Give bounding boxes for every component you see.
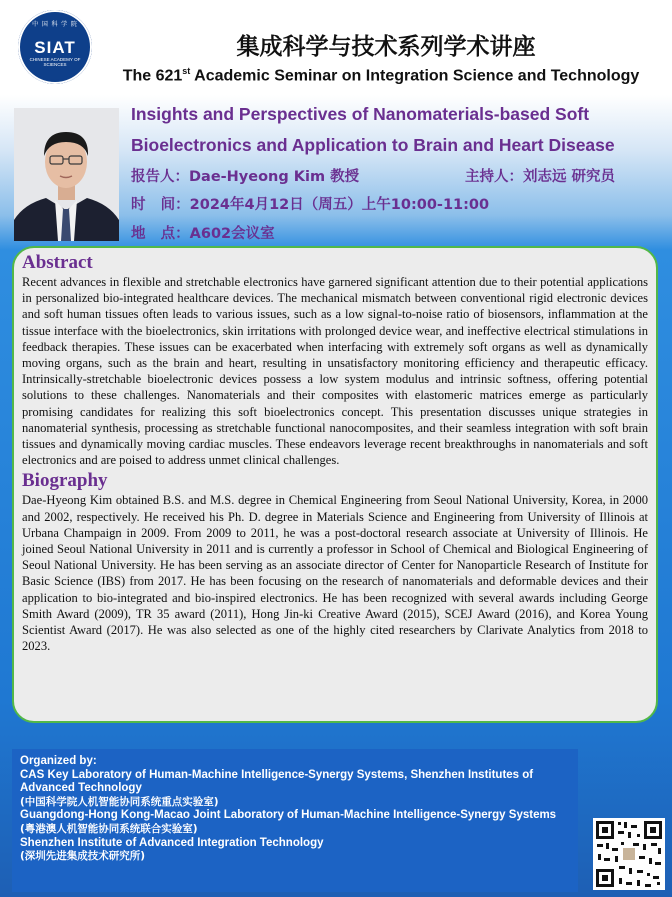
page-title-en (100, 66, 662, 85)
organizer-1: CAS Key Laboratory of Human-Machine Intelligence-Synergy Systems, Shenzhen Institutes of Advanced Technology (20, 768, 534, 795)
abstract-text: Recent advances in flexible and stretchable electronics have garnered significant attention due to their potential applications in personalized bio-integrated healthcare devices. The mechanical mismatch between conventional rigid electronic devices and soft human tissues often leads to various issues, such as a low signal-to-noise ratio of biosensors, inflammation at the tissue interface with the bioelectronics, skin irritations with prolonged device wear, and ineffective electrical stimulations in feedback therapies. These issues can be exacerbated when interfacing with extremely soft organs as well as dynamically moving organs, such as the brain and heart, resulting in unsatisfactory monitoring efficiency and therapeutic efficacy. Intrinsically-stretchable bioelectronic devices possess a low system modulus and intrinsic softness, offering potential solutions to these challenges. Nanomaterials and their composites with elastomeric matrices emerge as particularly promising candidates for realizing this soft bioelectronics concept. This presentation discusses unique strategies in nanomaterial synthesis, processing as stretchable functional nanocomposites, and their seamless integration with soft brain tissues and dynamically moving cardiac muscles. These endeavors leverage recent breakthroughs in nanomaterials and soft electronics and are poised to address unmet clinical challenges. (22, 275, 648, 468)
talk-title-line1: Insights and Perspectives of Nanomaterials-based Soft (131, 104, 590, 124)
abstract-heading: Abstract (22, 252, 93, 273)
page-title-cn: 集成科学与技术系列学术讲座 (236, 34, 536, 60)
content-card (12, 246, 658, 723)
place-info: 地 点：A602会议室 (131, 226, 275, 242)
organizers-heading: Organized by: (20, 755, 97, 767)
title-en-sup: st (182, 66, 191, 76)
organizer-1-cn: (中国科学院人机智能协同系统重点实验室) (20, 795, 219, 808)
host-info: 主持人：刘志远 研究员 (465, 169, 616, 185)
speaker-info: 报告人：Dae-Hyeong Kim 教授 (131, 169, 360, 185)
organizer-2-cn: (粤港澳人机智能协同系统联合实验室) (20, 822, 198, 835)
speaker-portrait (14, 108, 119, 241)
siat-logo-icon (18, 10, 92, 84)
logo-text: SIAT (34, 38, 76, 57)
logo-subtext: CHINESE ACADEMY OF SCIENCES (29, 57, 81, 67)
talk-title (131, 99, 661, 161)
title-en-prefix: The 621 (122, 67, 183, 85)
qr-code-icon (593, 818, 665, 890)
organizer-3-cn: (深圳先进集成技术研究所) (20, 850, 146, 863)
title-en-suffix: Academic Seminar on Integration Science and Technology (190, 67, 640, 85)
logo-ring-text: 中 国 科 学 院 (32, 22, 78, 28)
biography-heading: Biography (22, 470, 108, 492)
biography-text: Dae-Hyeong Kim obtained B.S. and M.S. degree in Chemical Engineering from Seoul National University, Korea, in 2000 and 2002, respectively. He received his Ph. D. degree in Materials Science and Engineering from University of Illinois at Urbana Champaign in 2009. From 2009 to 2011, he was a post-doctoral research associate at University of Illinois. He joined Seoul National University in 2011 and is currently a professor in School of Chemical and Biological Engineering of Seoul National University. He has been serving as an associate director of Center for Nanoparticle Research of Institute for Basic Science (IBS) from 2017. He has been focusing on the research of nanomaterials and deformable devices and their application to bio-integrated and bio-inspired electronics. He has been recognized with several awards including George Smith Award (2009), TR 35 award (2011), Hong Jin-ki Creative Award (2015), SCEJ Award (2016), and Korea Young Scientist Award (2017). He was also selected as one of the highly cited researchers by Clarivate Analytics from 2018 to 2023. (22, 493, 648, 654)
talk-title-line2: Bioelectronics and Application to Brain and Heart Disease (131, 135, 615, 155)
organizer-2: Guangdong-Hong Kong-Macao Joint Laboratory of Human-Machine Intelligence-Synergy Systems (20, 809, 557, 822)
time-info: 时 间：2024年4月12日（周五）上午10:00-11:00 (131, 197, 490, 213)
organizer-3: Shenzhen Institute of Advanced Integration Technology (20, 836, 324, 849)
organizers-box (12, 749, 578, 892)
